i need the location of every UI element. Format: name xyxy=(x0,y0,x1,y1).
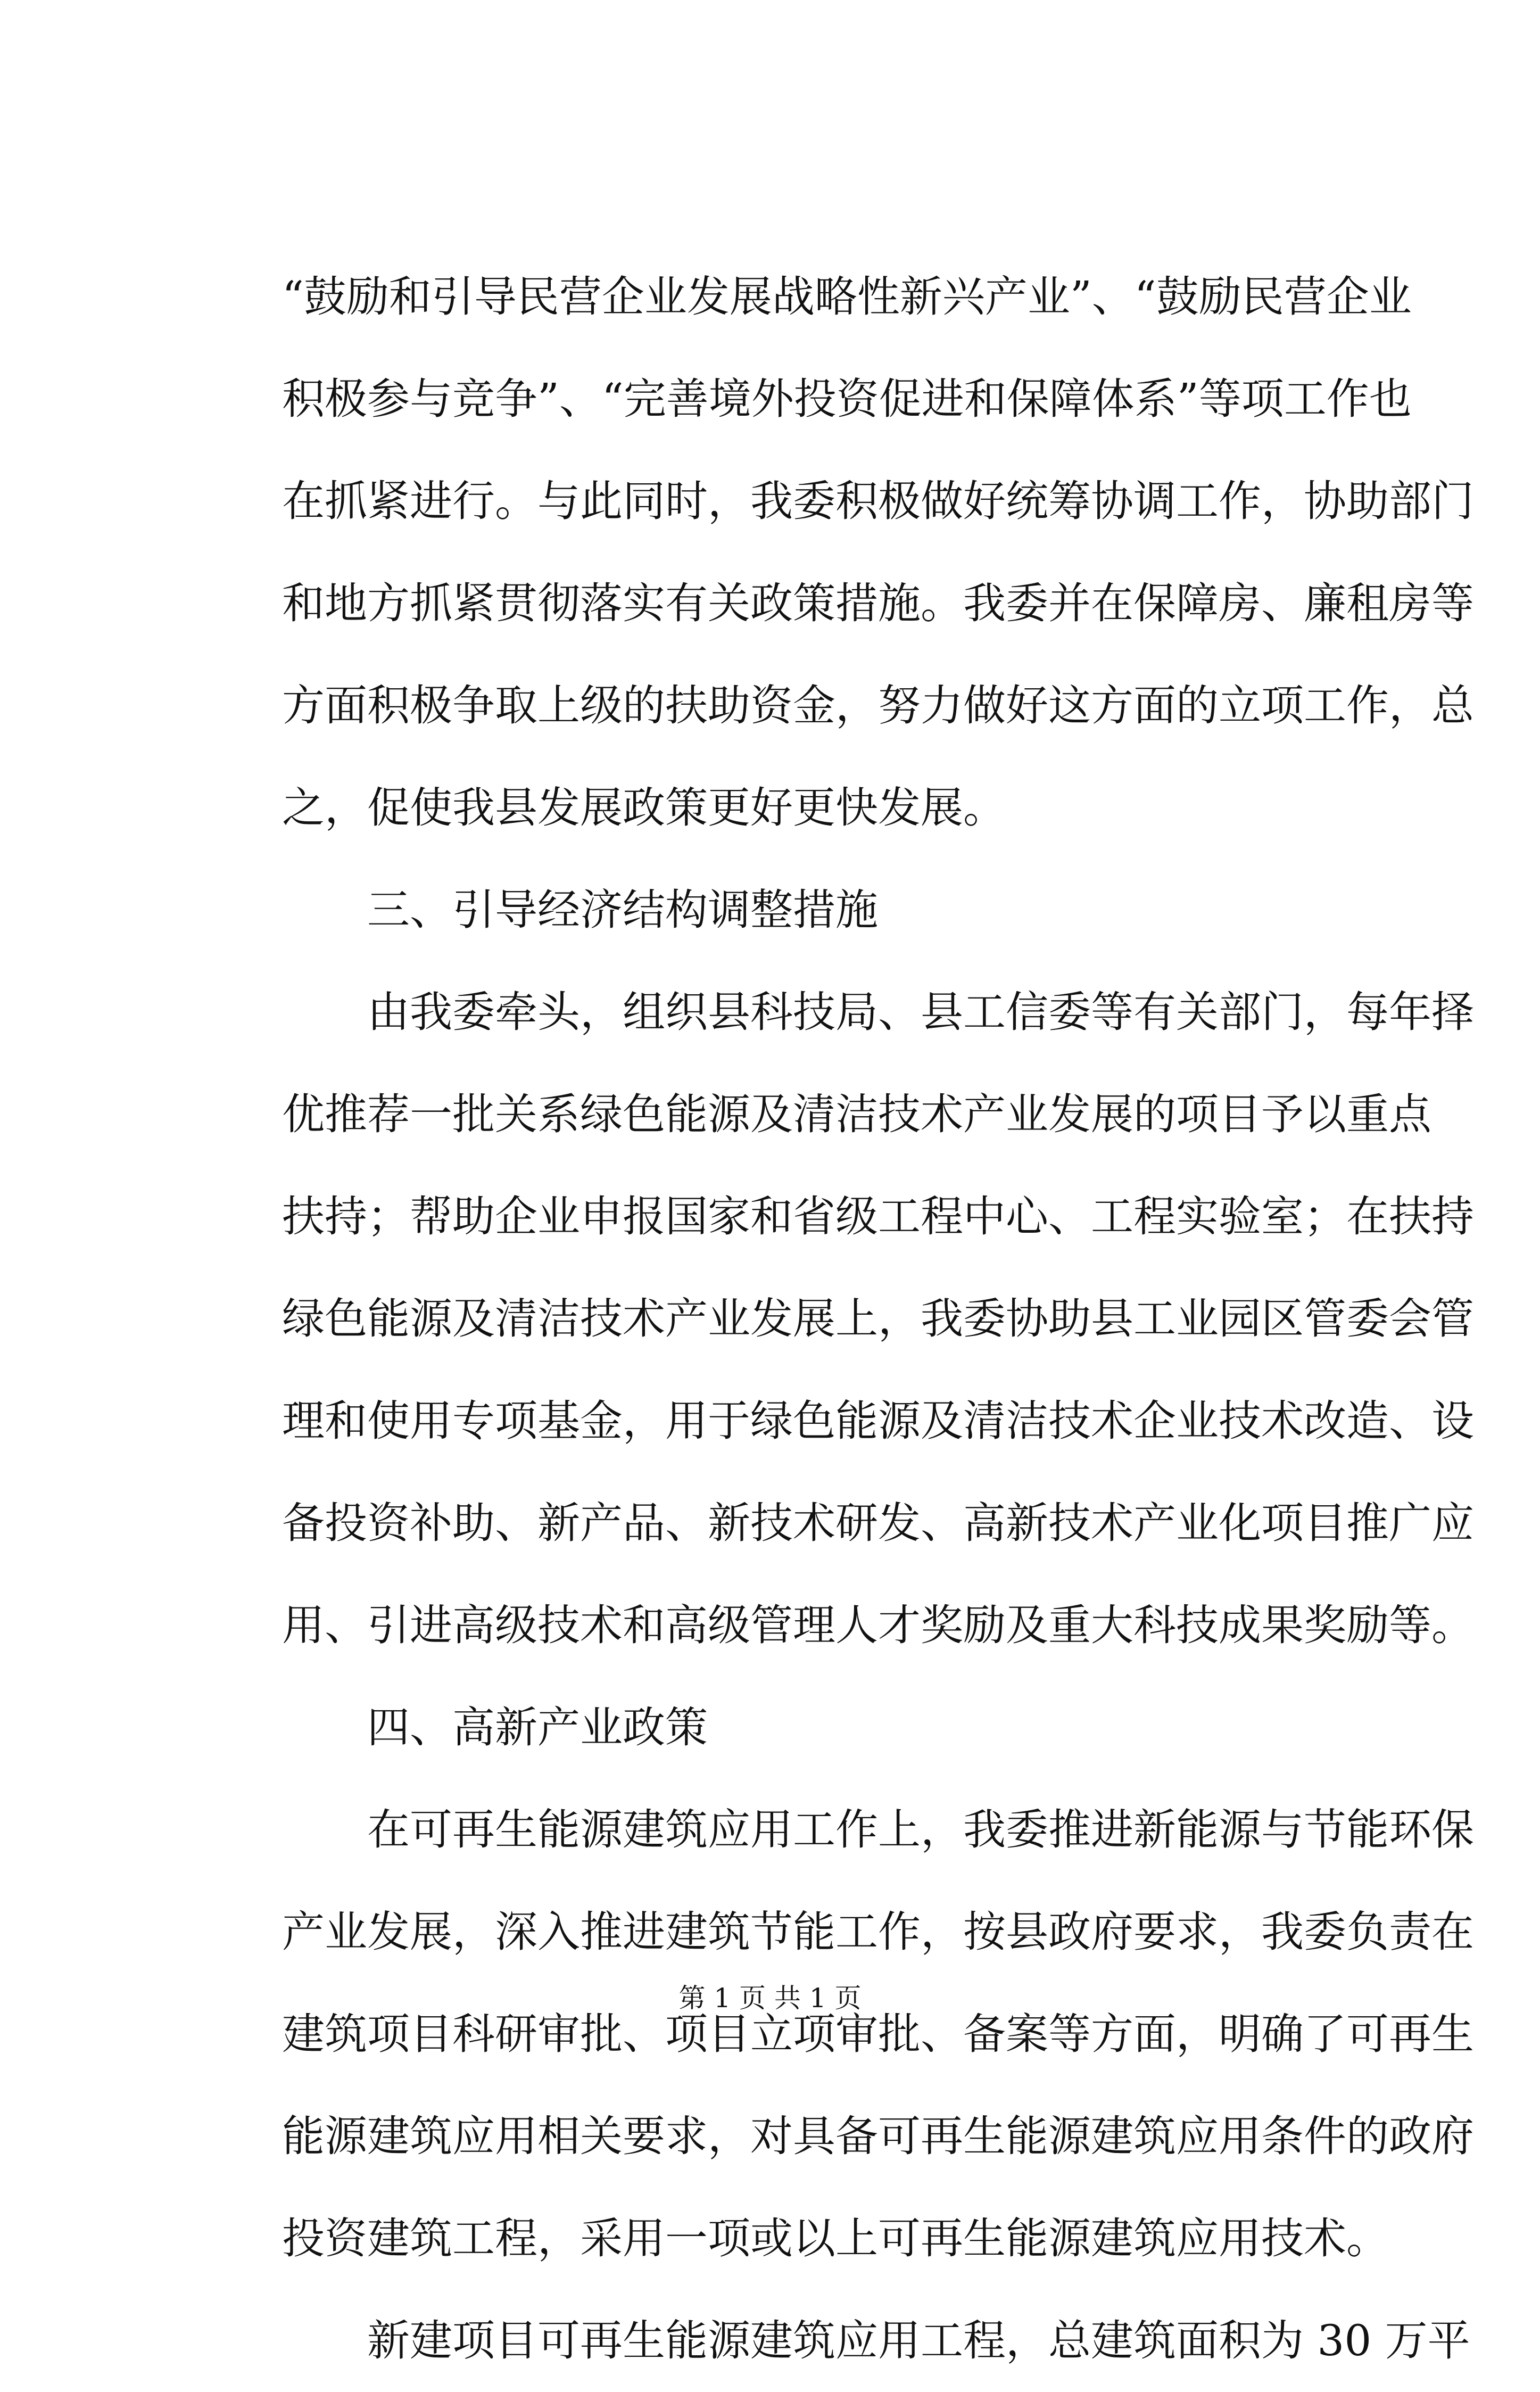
text-line: 优推荐一批关系绿色能源及清洁技术产业发展的项目予以重点 xyxy=(282,1090,1431,1139)
text-line: 备投资补助、新产品、新技术研发、高新技术产业化项目推广应 xyxy=(282,1498,1474,1548)
text-line: 产业发展，深入推进建筑节能工作，按县政府要求，我委负责在 xyxy=(282,1907,1474,1957)
text-line: 能源建筑应用相关要求，对具备可再生能源建筑应用条件的政府 xyxy=(282,2111,1474,2161)
text-line: 四、高新产业政策 xyxy=(367,1703,708,1752)
text-line: 和地方抓紧贯彻落实有关政策措施。我委并在保障房、廉租房等 xyxy=(282,579,1474,628)
text-line: 三、引导经济结构调整措施 xyxy=(367,885,878,935)
text-line: 用、引进高级技术和高级管理人才奖励及重大科技成果奖励等。 xyxy=(282,1601,1474,1650)
text-line: 扶持；帮助企业申报国家和省级工程中心、工程实验室；在扶持 xyxy=(282,1192,1474,1241)
text-line: 理和使用专项基金，用于绿色能源及清洁技术企业技术改造、设 xyxy=(282,1396,1474,1446)
text-line: 绿色能源及清洁技术产业发展上，我委协助县工业园区管委会管 xyxy=(282,1294,1474,1343)
page-footer: 第 1 页 共 1 页 xyxy=(678,1983,862,2014)
text-line: 积极参与竞争”、“完善境外投资促进和保障体系”等项工作也 xyxy=(282,374,1412,424)
text-line: 投资建筑工程，采用一项或以上可再生能源建筑应用技术。 xyxy=(282,2214,1389,2263)
text-line: “鼓励和引导民营企业发展战略性新兴产业”、“鼓励民营企业 xyxy=(282,272,1412,321)
text-line: 之，促使我县发展政策更好更快发展。 xyxy=(282,783,1006,832)
text-line: 在可再生能源建筑应用工作上，我委推进新能源与节能环保 xyxy=(367,1805,1474,1854)
text-line: 在抓紧进行。与此同时，我委积极做好统筹协调工作，协助部门 xyxy=(282,476,1474,526)
text-line: 新建项目可再生能源建筑应用工程，总建筑面积为 30 万平 xyxy=(367,2316,1470,2365)
text-line: 方面积极争取上级的扶助资金，努力做好这方面的立项工作，总 xyxy=(282,681,1474,730)
text-line: 由我委牵头，组织县科技局、县工信委等有关部门，每年择 xyxy=(367,987,1474,1037)
document-body xyxy=(282,246,1474,2392)
text-line: 建筑项目科研审批、项目立项审批、备案等方面，明确了可再生 xyxy=(282,2009,1474,2059)
